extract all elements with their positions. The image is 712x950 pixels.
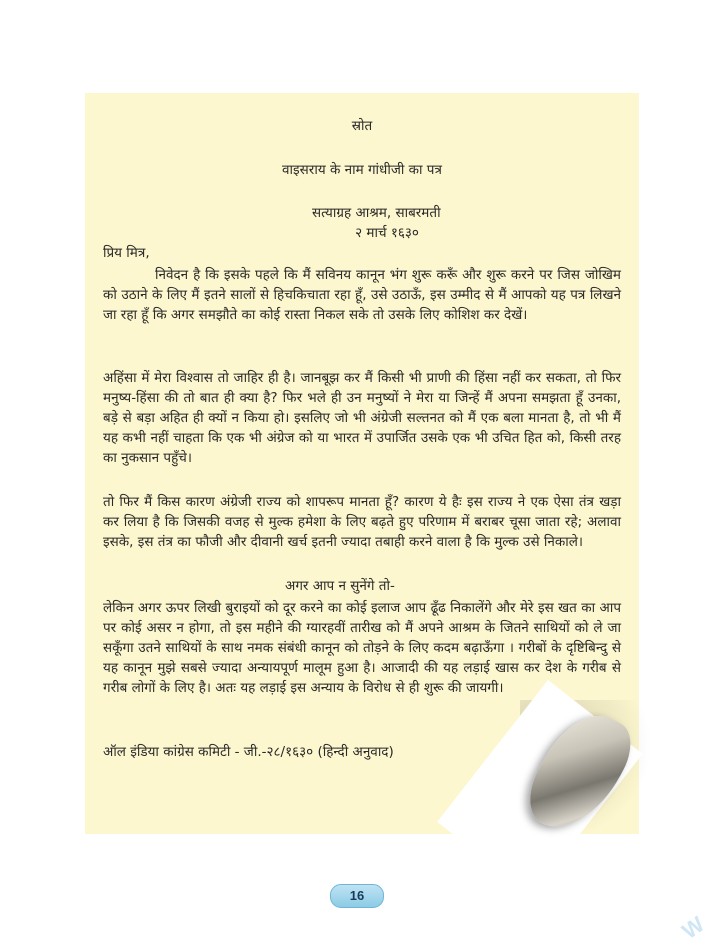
letter-date: २ मार्च १६३० bbox=[355, 225, 419, 241]
paragraph-1: निवेदन है कि इसके पहले कि मैं सविनय कानून भंग शुरू करूँ और शुरू करने पर जिस जोखिम को उठाने के लिए मैं इतने सालों से हिचकिचाता रहा हूँ, उसे उठाऊँ, इस उम्मीद से मैं आपको यह पत्र लिखने जा रहा हूँ कि अगर समझौते का कोई रास्ता निकल सके तो उसके लिए कोशिश कर देखें। bbox=[103, 267, 621, 323]
letter-place: सत्याग्रह आश्रम, साबरमती bbox=[312, 205, 441, 221]
paragraph-3: तो फिर मैं किस कारण अंग्रेजी राज्य को शापरूप मानता हूँ? कारण ये हैः इस राज्य ने एक ऐसा तंत्र खड़ा कर लिया है कि जिसकी वजह से मुल्क हमेशा के लिए बढ़ते हुए परिणाम में बराबर चूसा जाता रहे; अलावा इसके, इस तंत्र का फौजी और दीवानी खर्च इतनी ज्यादा तबाही करने वाला है कि मुल्क उसे निकाले। bbox=[103, 494, 621, 550]
citation: ऑल इंडिया कांग्रेस कमिटी - जी.-२८/१६३० (हिन्दी अनुवाद) bbox=[103, 744, 394, 760]
source-heading: स्रोत bbox=[351, 118, 373, 134]
subheading: अगर आप न सुनेंगे तो- bbox=[285, 578, 395, 594]
final-paragraph: लेकिन अगर ऊपर लिखी बुराइयों को दूर करने का कोई इलाज आप ढूँढ निकालेंगे और मेरे इस खत का आप पर कोई असर न होगा, तो इस महीने की ग्यारहवीं तारीख को मैं अपने आश्रम के जितने साथियों को ले जा सकूँगा उतने साथियों के साथ नमक संबंधी कानून को तोड़ने के लिए कदम बढ़ाऊँगा । गरीबों के दृष्टिबिन्दु से यह कानून मुझे सबसे ज्यादा अन्यायपूर्ण मालूम हुआ है। आजादी की यह लड़ाई खास कर देश के गरीब से गरीब लोगों के लिए है। अतः यह लड़ाई इस अन्याय के विरोध से ही शुरू की जायगी। bbox=[103, 600, 621, 696]
salutation: प्रिय मित्र, bbox=[103, 245, 150, 261]
page-number: 16 bbox=[330, 884, 384, 908]
paragraph-2: अहिंसा में मेरा विश्वास तो जाहिर ही है। जानबूझ कर मैं किसी भी प्राणी की हिंसा नहीं कर सकता, तो फिर मनुष्य-हिंसा की तो बात ही क्या है? फिर भले ही उन मनुष्यों ने मेरा या जिन्हें मैं अपना समझता हूँ उनका, बड़े से बड़ा अहित ही क्यों न किया हो। इसलिए जो भी अंग्रेजी सल्तनत को मैं एक बला मानता है, तो भी मैं यह कभी नहीं चाहता कि एक भी अंग्रेज को या भारत में उपार्जित उसके एक भी उचित हित को, किसी तरह का नुकसान पहुँचे। bbox=[103, 370, 621, 466]
watermark: W bbox=[677, 911, 709, 944]
letter-title: वाइसराय के नाम गांधीजी का पत्र bbox=[282, 162, 442, 178]
